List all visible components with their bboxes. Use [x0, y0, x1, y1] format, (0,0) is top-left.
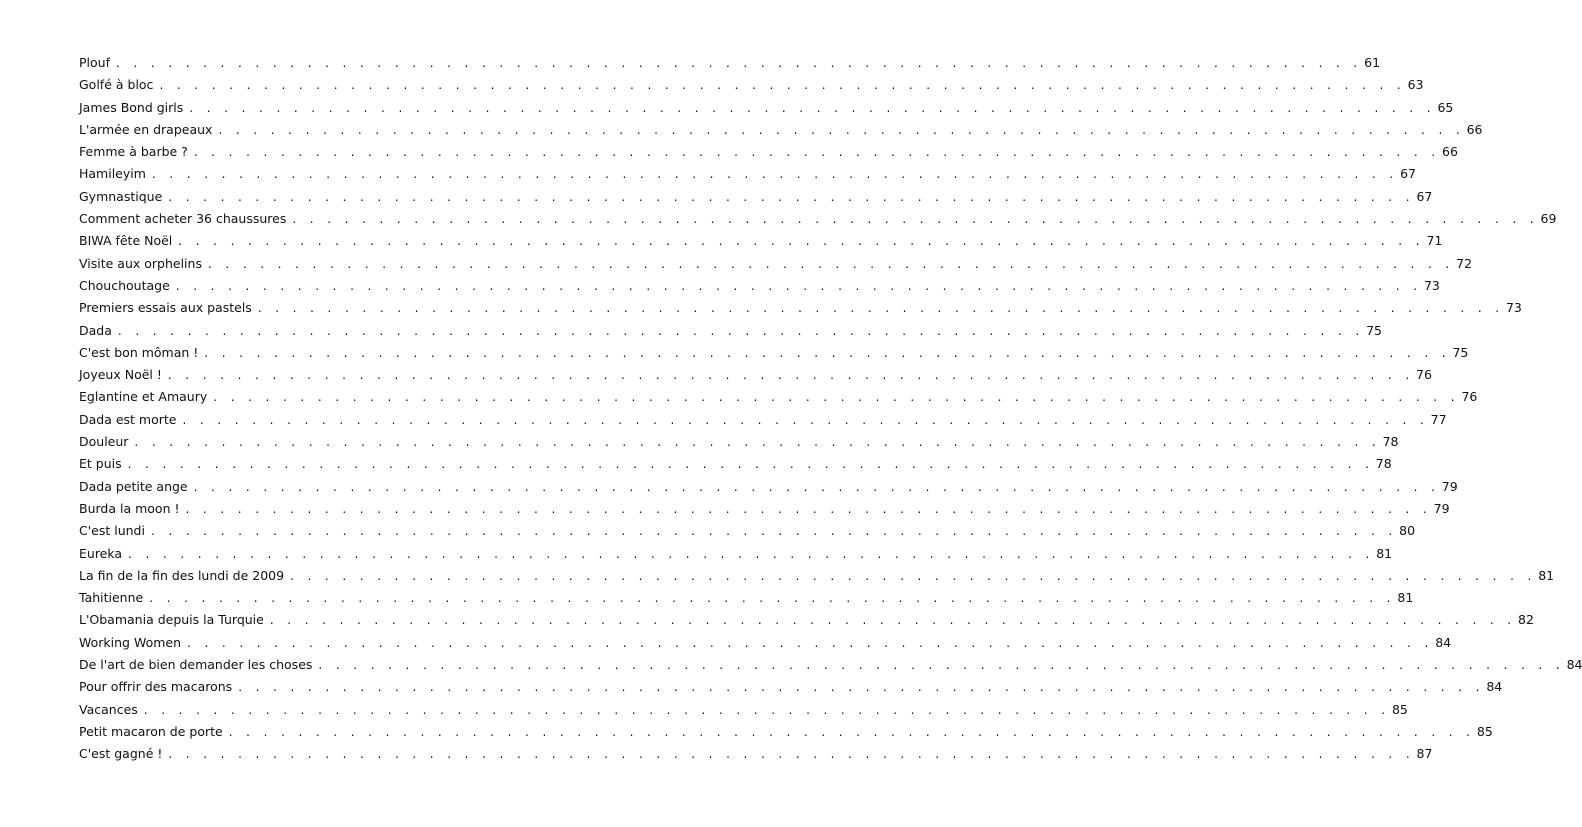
dot-leader: . . . . . . . . . . . . . . . . . . . . . . . . . . . . . . . . . . . . . . . . . . . . . . . . . . . . . . . . . . . . . . . . . . . . . . . . [182, 412, 1429, 427]
toc-entry-page-number: 81 [1376, 545, 1393, 561]
dot-leader: . . . . . . . . . . . . . . . . . . . . . . . . . . . . . . . . . . . . . . . . . . . . . . . . . . . . . . . . . . . . . . . . . . . . . . . . [150, 524, 1398, 539]
dot-leader: . . . . . . . . . . . . . . . . . . . . . . . . . . . . . . . . . . . . . . . . . . . . . . . . . . . . . . . . . . . . . . . . . . . . . . . . [193, 479, 1440, 494]
toc-entry-title: Gymnastique [79, 188, 163, 204]
toc-entry[interactable] [79, 74, 1424, 96]
dot-leader: . . . . . . . . . . . . . . . . . . . . . . . . . . . . . . . . . . . . . . . . . . . . . . . . . . . . . . . . . . . . . . . . . . . . . . . . [257, 301, 1504, 316]
dot-leader: . . . . . . . . . . . . . . . . . . . . . . . . . . . . . . . . . . . . . . . . . . . . . . . . . . . . . . . . . . . . . . . . . . . . . . . . [168, 747, 1415, 762]
toc-entry-page-number: 80 [1399, 523, 1416, 539]
toc-entry[interactable] [79, 453, 1392, 475]
toc-entry-title: Vacances [79, 701, 138, 717]
toc-entry-title: Eglantine et Amaury [79, 389, 208, 405]
toc-entry-page-number: 76 [1461, 389, 1478, 405]
dot-leader: . . . . . . . . . . . . . . . . . . . . . . . . . . . . . . . . . . . . . . . . . . . . . . . . . . . . . . . . . . . . . . . . . . . . . . . . [128, 546, 1375, 561]
toc-entry[interactable] [79, 364, 1432, 386]
dot-leader: . . . . . . . . . . . . . . . . . . . . . . . . . . . . . . . . . . . . . . . . . . . . . . . . . . . . . . . . . . . . . . . . . . . . . . . . [290, 568, 1537, 583]
toc-entry-title: Petit macaron de porte [79, 723, 223, 739]
toc-entry[interactable] [79, 163, 1416, 185]
toc-entry[interactable] [79, 386, 1478, 408]
toc-entry-page-number: 82 [1518, 612, 1534, 628]
toc-entry-title: Comment acheter 36 chaussures [79, 211, 287, 227]
dot-leader: . . . . . . . . . . . . . . . . . . . . . . . . . . . . . . . . . . . . . . . . . . . . . . . . . . . . . . . . . . . . . . . . . . . . . . . . [228, 724, 1475, 739]
toc-entry[interactable] [79, 342, 1469, 364]
toc-entry[interactable] [79, 253, 1473, 275]
toc-entry-page-number: 75 [1366, 322, 1382, 338]
toc-entry-title: Tahitienne [79, 590, 144, 606]
toc-entry[interactable] [79, 476, 1458, 498]
toc-entry-title: Hamileyim [79, 166, 146, 182]
toc-entry[interactable] [79, 141, 1458, 163]
toc-entry-title: Visite aux orphelins [79, 255, 202, 271]
dot-leader: . . . . . . . . . . . . . . . . . . . . . . . . . . . . . . . . . . . . . . . . . . . . . . . . . . . . . . . . . . . . . . . . . . . . . . . . [159, 78, 1406, 93]
toc-entry[interactable] [79, 721, 1493, 743]
dot-leader: . . . . . . . . . . . . . . . . . . . . . . . . . . . . . . . . . . . . . . . . . . . . . . . . . . . . . . . . . . . . . . . . . . . . . . . . [318, 658, 1565, 673]
toc-entry-page-number: 85 [1391, 701, 1408, 717]
toc-entry[interactable] [79, 587, 1414, 609]
dot-leader: . . . . . . . . . . . . . . . . . . . . . . . . . . . . . . . . . . . . . . . . . . . . . . . . . . . . . . . . . . . . . . . . . . . . . . . . [167, 368, 1415, 383]
dot-leader: . . . . . . . . . . . . . . . . . . . . . . . . . . . . . . . . . . . . . . . . . . . . . . . . . . . . . . . . . . . . . . . . . . . . . . . . [238, 680, 1485, 695]
toc-entry[interactable] [79, 186, 1433, 208]
dot-leader: . . . . . . . . . . . . . . . . . . . . . . . . . . . . . . . . . . . . . . . . . . . . . . . . . . . . . . . . . . . . . . . . . . . . . . . . [115, 56, 1363, 70]
toc-entry-title: Burda la moon ! [79, 500, 180, 516]
toc-entry[interactable] [79, 654, 1582, 676]
toc-entry-page-number: 78 [1382, 434, 1399, 450]
toc-entry-title: Pour offrir des macarons [79, 679, 233, 695]
toc-entry-title: Joyeux Noël ! [79, 367, 162, 383]
toc-entry-page-number: 76 [1416, 367, 1432, 383]
dot-leader: . . . . . . . . . . . . . . . . . . . . . . . . . . . . . . . . . . . . . . . . . . . . . . . . . . . . . . . . . . . . . . . . . . . . . . . . [187, 635, 1434, 650]
toc-entry-page-number: 84 [1566, 657, 1582, 673]
toc-entry-title: Plouf [79, 55, 110, 70]
toc-entry-title: Dada [79, 322, 112, 338]
dot-leader: . . . . . . . . . . . . . . . . . . . . . . . . . . . . . . . . . . . . . . . . . . . . . . . . . . . . . . . . . . . . . . . . . . . . . . . . [292, 212, 1539, 227]
toc-entry[interactable] [79, 743, 1433, 765]
toc-entry-title: Dada est morte [79, 411, 177, 427]
toc-entry[interactable] [79, 520, 1416, 542]
toc-entry-title: L'armée en drapeaux [79, 121, 213, 137]
toc-entry-title: Chouchoutage [79, 277, 170, 293]
toc-entry-page-number: 75 [1452, 344, 1469, 360]
toc-entry-page-number: 61 [1364, 55, 1381, 70]
toc-entry-title: Femme à barbe ? [79, 144, 188, 160]
toc-entry-title: Golfé à bloc [79, 77, 154, 93]
toc-entry-title: C'est bon môman ! [79, 344, 199, 360]
toc-entry-title: L'Obamania depuis la Turquie [79, 612, 264, 628]
toc-entry-title: James Bond girls [79, 99, 184, 115]
dot-leader: . . . . . . . . . . . . . . . . . . . . . . . . . . . . . . . . . . . . . . . . . . . . . . . . . . . . . . . . . . . . . . . . . . . . . . . . [189, 100, 1436, 115]
toc-entry[interactable] [79, 498, 1450, 520]
toc-entry-page-number: 84 [1435, 634, 1452, 650]
toc-entry-page-number: 81 [1538, 567, 1555, 583]
toc-entry[interactable] [79, 565, 1555, 587]
toc-entry-title: Working Women [79, 634, 182, 650]
toc-entry-page-number: 69 [1540, 211, 1557, 227]
toc-entry-page-number: 67 [1416, 188, 1433, 204]
toc-entry[interactable] [79, 52, 1381, 74]
dot-leader: . . . . . . . . . . . . . . . . . . . . . . . . . . . . . . . . . . . . . . . . . . . . . . . . . . . . . . . . . . . . . . . . . . . . . . . . [168, 189, 1415, 204]
toc-entry[interactable] [79, 297, 1522, 319]
toc-entry[interactable] [79, 699, 1408, 721]
toc-entry-title: Eureka [79, 545, 123, 561]
toc-entry-page-number: 73 [1505, 300, 1522, 316]
toc-entry[interactable] [79, 632, 1452, 654]
dot-leader: . . . . . . . . . . . . . . . . . . . . . . . . . . . . . . . . . . . . . . . . . . . . . . . . . . . . . . . . . . . . . . . . . . . . . . . . [134, 435, 1381, 450]
toc-entry[interactable] [79, 676, 1503, 698]
dot-leader: . . . . . . . . . . . . . . . . . . . . . . . . . . . . . . . . . . . . . . . . . . . . . . . . . . . . . . . . . . . . . . . . . . . . . . . . [193, 145, 1440, 160]
toc-entry[interactable] [79, 230, 1443, 252]
toc-entry[interactable] [79, 275, 1440, 297]
toc-entry-page-number: 87 [1416, 746, 1433, 762]
toc-entry-title: Premiers essais aux pastels [79, 300, 252, 316]
toc-entry-page-number: 85 [1476, 723, 1493, 739]
toc-entry-page-number: 72 [1456, 255, 1473, 271]
dot-leader: . . . . . . . . . . . . . . . . . . . . . . . . . . . . . . . . . . . . . . . . . . . . . . . . . . . . . . . . . . . . . . . . . . . . . . . . [204, 345, 1451, 360]
toc-entry-page-number: 79 [1433, 500, 1450, 516]
toc-entry-title: Et puis [79, 456, 122, 472]
table-of-contents [79, 52, 1582, 766]
dot-leader: . . . . . . . . . . . . . . . . . . . . . . . . . . . . . . . . . . . . . . . . . . . . . . . . . . . . . . . . . . . . . . . . . . . . . . . . [218, 122, 1465, 137]
toc-entry-page-number: 65 [1437, 99, 1454, 115]
toc-entry[interactable] [79, 609, 1534, 631]
dot-leader: . . . . . . . . . . . . . . . . . . . . . . . . . . . . . . . . . . . . . . . . . . . . . . . . . . . . . . . . . . . . . . . . . . . . . . . . [207, 256, 1455, 271]
toc-entry-page-number: 63 [1407, 77, 1424, 93]
toc-entry[interactable] [79, 208, 1557, 230]
dot-leader: . . . . . . . . . . . . . . . . . . . . . . . . . . . . . . . . . . . . . . . . . . . . . . . . . . . . . . . . . . . . . . . . . . . . . . . . [151, 167, 1399, 182]
toc-entry-title: De l'art de bien demander les choses [79, 657, 313, 673]
toc-entry-page-number: 81 [1397, 590, 1414, 606]
toc-entry-page-number: 84 [1486, 679, 1503, 695]
dot-leader: . . . . . . . . . . . . . . . . . . . . . . . . . . . . . . . . . . . . . . . . . . . . . . . . . . . . . . . . . . . . . . . . . . . . . . . . [149, 591, 1396, 606]
dot-leader: . . . . . . . . . . . . . . . . . . . . . . . . . . . . . . . . . . . . . . . . . . . . . . . . . . . . . . . . . . . . . . . . . . . . . . . . [213, 390, 1460, 405]
toc-entry-page-number: 66 [1442, 144, 1458, 160]
toc-entry-title: C'est gagné ! [79, 746, 163, 762]
dot-leader: . . . . . . . . . . . . . . . . . . . . . . . . . . . . . . . . . . . . . . . . . . . . . . . . . . . . . . . . . . . . . . . . . . . . . . . . [127, 457, 1374, 472]
toc-entry-page-number: 71 [1426, 233, 1443, 249]
toc-entry[interactable] [79, 97, 1454, 119]
toc-entry-page-number: 78 [1375, 456, 1392, 472]
toc-entry-page-number: 77 [1430, 411, 1447, 427]
dot-leader: . . . . . . . . . . . . . . . . . . . . . . . . . . . . . . . . . . . . . . . . . . . . . . . . . . . . . . . . . . . . . . . . . . . . . . . . [143, 702, 1390, 717]
toc-entry-page-number: 73 [1423, 277, 1440, 293]
toc-entry[interactable] [79, 409, 1447, 431]
dot-leader: . . . . . . . . . . . . . . . . . . . . . . . . . . . . . . . . . . . . . . . . . . . . . . . . . . . . . . . . . . . . . . . . . . . . . . . . [185, 501, 1432, 516]
toc-entry-title: C'est lundi [79, 523, 145, 539]
dot-leader: . . . . . . . . . . . . . . . . . . . . . . . . . . . . . . . . . . . . . . . . . . . . . . . . . . . . . . . . . . . . . . . . . . . . . . . . [178, 234, 1425, 249]
toc-entry[interactable] [79, 543, 1393, 565]
dot-leader: . . . . . . . . . . . . . . . . . . . . . . . . . . . . . . . . . . . . . . . . . . . . . . . . . . . . . . . . . . . . . . . . . . . . . . . . [175, 278, 1422, 293]
dot-leader: . . . . . . . . . . . . . . . . . . . . . . . . . . . . . . . . . . . . . . . . . . . . . . . . . . . . . . . . . . . . . . . . . . . . . . . . [117, 323, 1365, 338]
toc-entry-page-number: 79 [1441, 478, 1458, 494]
toc-entry-title: La fin de la fin des lundi de 2009 [79, 567, 285, 583]
toc-entry-title: BIWA fête Noël [79, 233, 173, 249]
dot-leader: . . . . . . . . . . . . . . . . . . . . . . . . . . . . . . . . . . . . . . . . . . . . . . . . . . . . . . . . . . . . . . . . . . . . . . . . [269, 613, 1517, 628]
toc-entry-title: Dada petite ange [79, 478, 188, 494]
toc-entry-page-number: 67 [1400, 166, 1416, 182]
toc-entry[interactable] [79, 431, 1399, 453]
toc-entry[interactable] [79, 320, 1382, 342]
toc-entry-title: Douleur [79, 434, 129, 450]
toc-entry[interactable] [79, 119, 1483, 141]
toc-entry-page-number: 66 [1466, 121, 1483, 137]
